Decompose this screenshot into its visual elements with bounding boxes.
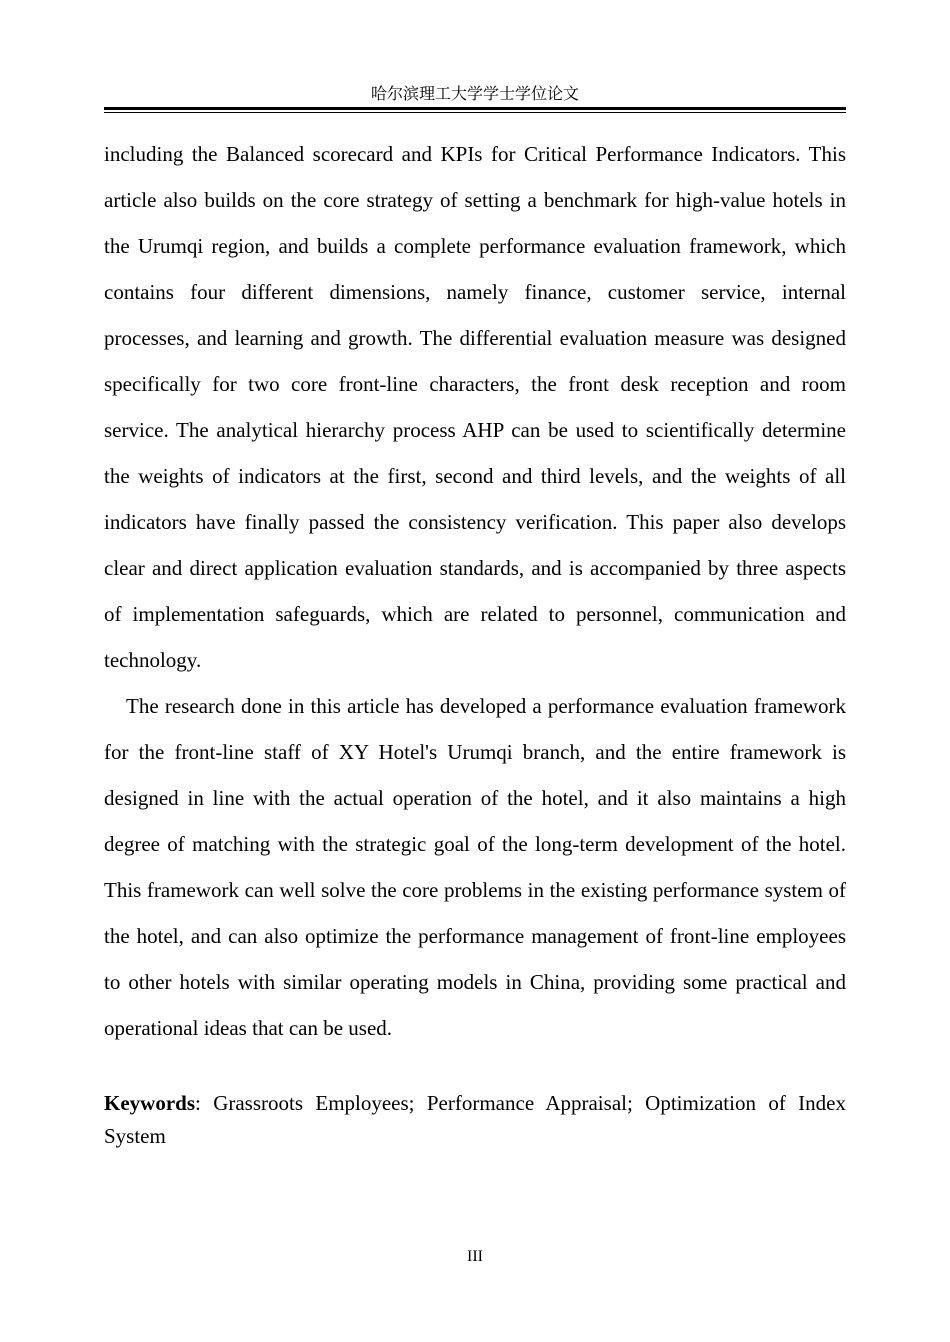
abstract-paragraph-continued: including the Balanced scorecard and KPIs for Critical Performance Indicators. This article also builds on the core strategy of setting a benchmark for high-value hotels in the Urumqi region, and builds a complete performance evaluation framework, which contains four different dimensions, namely finance, customer service, internal processes, and learning and growth. The differential evaluation measure was designed specifically for two core front-line characters, the front desk reception and room service. The analytical hierarchy process AHP can be used to scientifically determine the weights of indicators at the first, second and third levels, and the weights of all indicators have finally passed the consistency verification. This paper also develops clear and direct application evaluation standards, and is accompanied by three aspects of implementation safeguards, which are related to personnel, communication and technology. <box>104 142 846 672</box>
keywords-text: Grassroots Employees; Performance Appraisal; Optimization of Index System <box>104 1091 846 1148</box>
keywords-separator: : <box>195 1091 214 1115</box>
abstract-paragraph-conclusion: The research done in this article has developed a performance evaluation framework for the front-line staff of XY Hotel's Urumqi branch, and the entire framework is designed in line with the actual operation of the hotel, and it also maintains a high degree of matching with the strategic goal of the long-term development of the hotel. This framework can well solve the core problems in the existing performance system of the hotel, and can also optimize the performance management of front-line employees to other hotels with similar operating models in China, providing some practical and operational ideas that can be used. <box>104 694 846 1040</box>
abstract-body <box>104 131 846 1051</box>
page-number: III <box>467 1248 483 1265</box>
running-header: 哈尔滨理工大学学士学位论文 <box>370 84 579 103</box>
header-rule-thick <box>104 107 846 110</box>
keywords-label: Keywords <box>104 1091 195 1115</box>
keywords-block <box>104 1087 846 1153</box>
header-rule-thin <box>104 112 846 113</box>
